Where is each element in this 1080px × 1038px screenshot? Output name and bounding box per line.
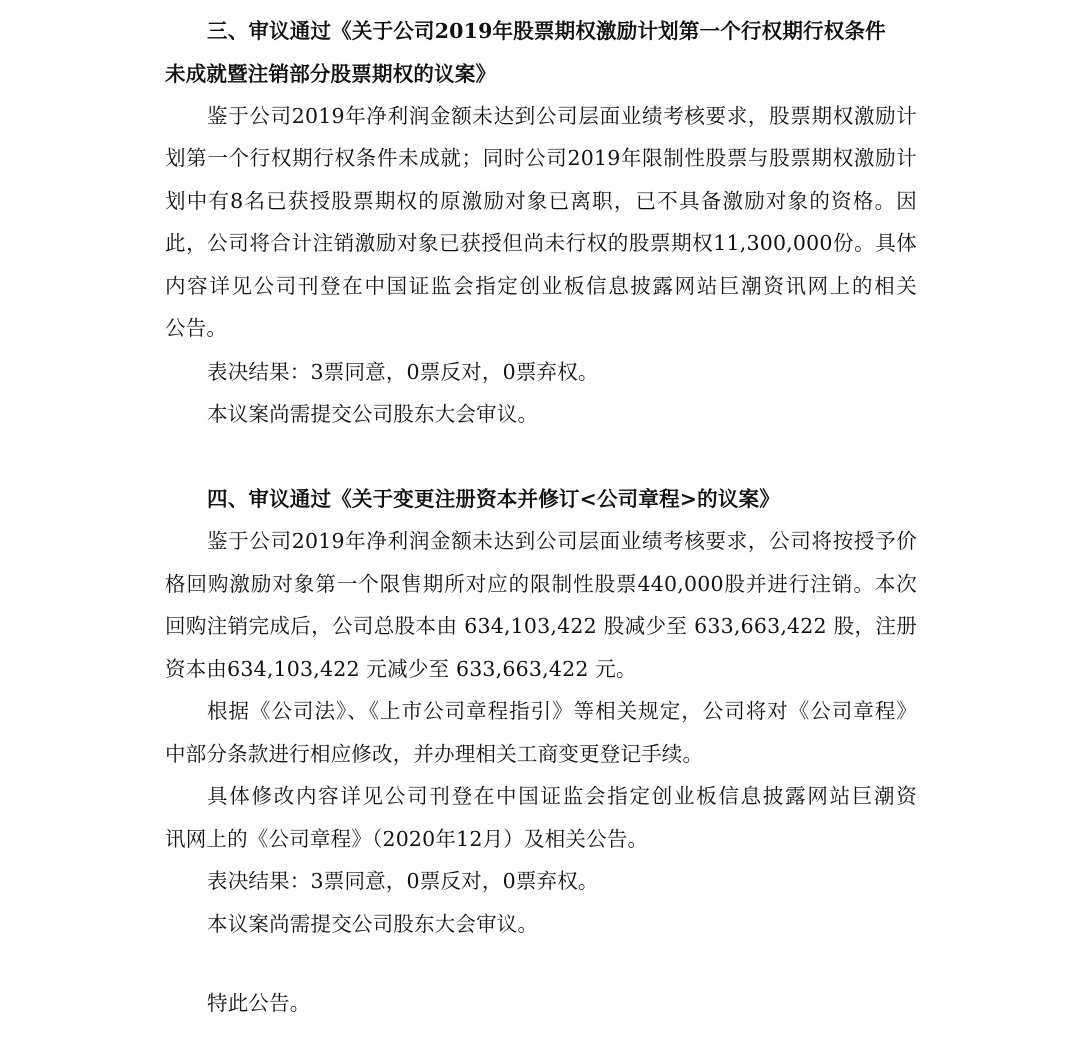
section4-para3-line1: 具体修改内容详见公司刊登在中国证监会指定创业板信息披露网站巨潮资 — [207, 784, 917, 808]
section3-para1-line6: 公告。 — [165, 316, 228, 340]
section4-heading: 四、审议通过《关于变更注册资本并修订<公司章程>的议案》 — [207, 487, 780, 511]
section4-para2-line1: 根据《公司法》、《上市公司章程指引》等相关规定，公司将对《公司章程》 — [207, 699, 917, 723]
section4-para1-line2: 格回购激励对象第一个限售期所对应的限制性股票440,000股并进行注销。本次 — [165, 572, 917, 596]
section4-submit-note: 本议案尚需提交公司股东大会审议。 — [207, 912, 539, 936]
closing-statement: 特此公告。 — [207, 991, 311, 1015]
section3-para1-line2: 划第一个行权期行权条件未成就；同时公司2019年限制性股票与股票期权激励计 — [165, 146, 917, 170]
section3-para1-line4: 此，公司将合计注销激励对象已获授但尚未行权的股票期权11,300,000份。具体 — [165, 231, 917, 255]
section4-vote-result: 表决结果：3票同意，0票反对，0票弃权。 — [207, 869, 599, 893]
section4-para1-line4: 资本由634,103,422 元减少至 633,663,422 元。 — [165, 657, 637, 681]
section3-para1-line1: 鉴于公司2019年净利润金额未达到公司层面业绩考核要求，股票期权激励计 — [207, 104, 917, 128]
section4-para1-line1: 鉴于公司2019年净利润金额未达到公司层面业绩考核要求，公司将按授予价 — [207, 529, 917, 553]
section3-para1-line3: 划中有8名已获授股票期权的原激励对象已离职，已不具备激励对象的资格。因 — [165, 189, 917, 213]
section4-para1-line3: 回购注销完成后，公司总股本由 634,103,422 股减少至 633,663,422 股，注册 — [165, 614, 917, 638]
section3-heading-line1: 三、审议通过《关于公司2019年股票期权激励计划第一个行权期行权条件 — [207, 19, 886, 43]
section3-submit-note: 本议案尚需提交公司股东大会审议。 — [207, 402, 539, 426]
section4-para3-line2: 讯网上的《公司章程》（2020年12月）及相关公告。 — [165, 827, 649, 851]
section3-heading-line2: 未成就暨注销部分股票期权的议案》 — [165, 62, 497, 86]
section4-para2-line2: 中部分条款进行相应修改，并办理相关工商变更登记手续。 — [165, 742, 704, 766]
section3-vote-result: 表决结果：3票同意，0票反对，0票弃权。 — [207, 360, 599, 384]
section3-para1-line5: 内容详见公司刊登在中国证监会指定创业板信息披露网站巨潮资讯网上的相关 — [165, 274, 917, 298]
